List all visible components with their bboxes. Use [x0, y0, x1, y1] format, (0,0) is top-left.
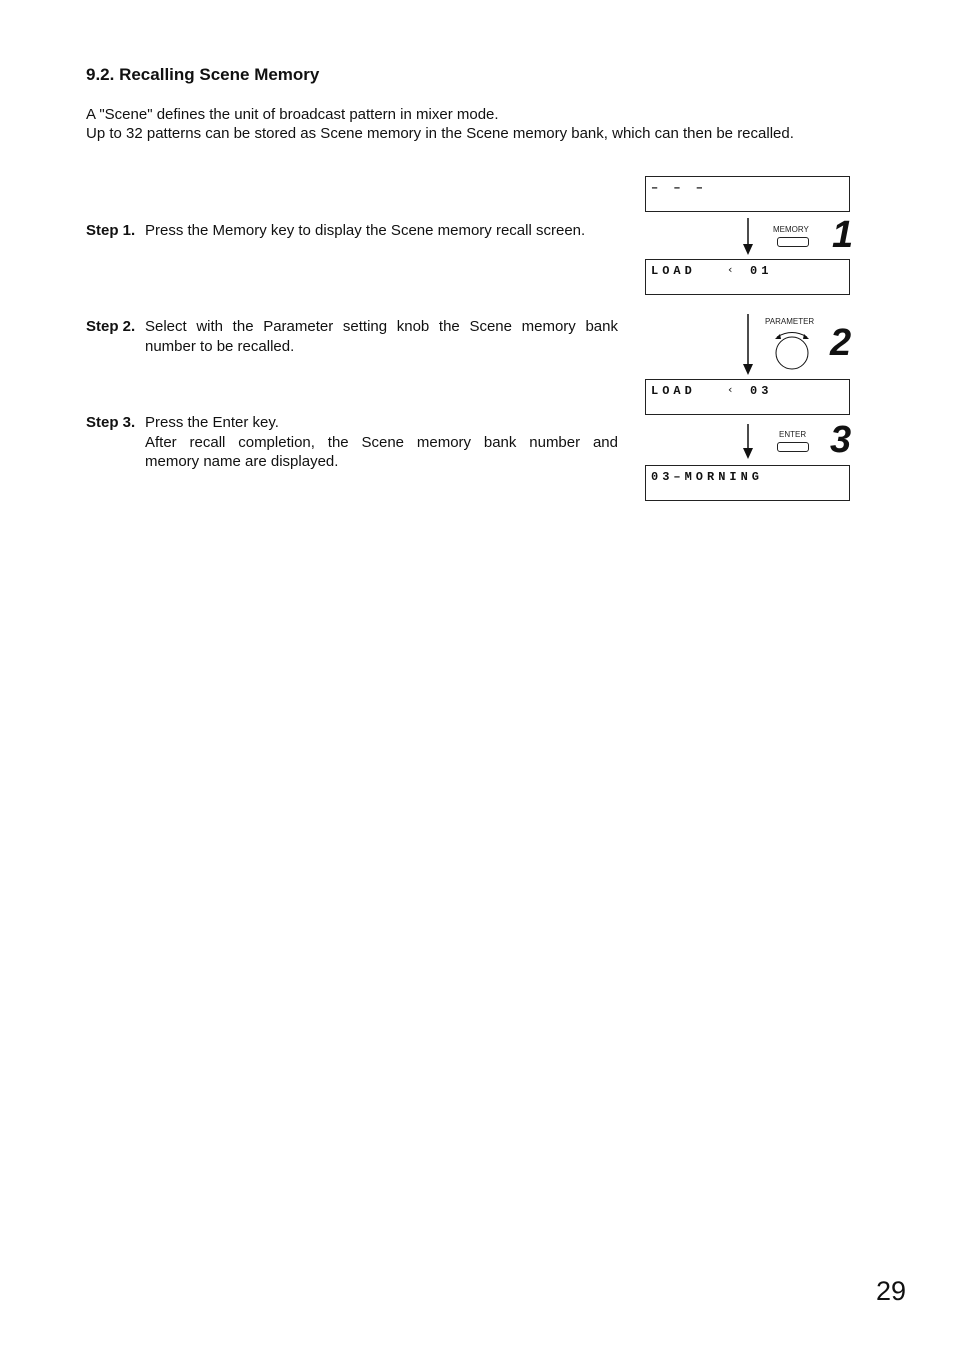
lcd-bank-number: 01 [750, 264, 773, 278]
step-number-1: 1 [832, 214, 854, 256]
lcd-cursor-icon: ‹ [728, 263, 733, 276]
step-2-line-1: Select with the Parameter setting knob the Scene memory bank [145, 318, 618, 335]
step-3-label: Step 3. [86, 414, 136, 431]
step-2-line-2: number to be recalled. [145, 337, 295, 355]
step-3-line-1: Press the Enter key. [145, 414, 279, 431]
lcd-display-load-01 [645, 259, 850, 295]
lcd-display-load-03 [645, 379, 850, 415]
down-arrow-icon [740, 424, 756, 460]
lcd-load-label: LOAD [651, 384, 696, 398]
intro-line-2: Up to 32 patterns can be stored as Scene memory in the Scene memory bank, which can then be recalled. [86, 125, 794, 142]
enter-key-label: ENTER [779, 430, 807, 439]
step-1-label: Step 1. [86, 222, 136, 239]
step-3-line-3: memory name are displayed. [145, 453, 339, 470]
step-1-line-1: Press the Memory key to display the Scene memory recall screen. [145, 222, 586, 239]
page-number: 29 [876, 1276, 907, 1306]
lcd-bank-number: 03 [750, 384, 773, 398]
lcd-display-recalled [645, 465, 850, 501]
step-3-text [145, 413, 618, 472]
memory-key-label: MEMORY [773, 225, 809, 234]
lcd-load-label: LOAD [651, 264, 696, 278]
step-number-3: 3 [830, 419, 852, 461]
step-number-2: 2 [830, 322, 852, 364]
section-title: 9.2. Recalling Scene Memory [86, 65, 320, 84]
lcd-recalled-name: 03–MORNING [651, 470, 764, 484]
step-3-line-2: After recall completion, the Scene memory bank number and [145, 433, 618, 451]
lcd-cursor-icon: ‹ [728, 383, 733, 396]
step-1-text [145, 221, 618, 241]
down-arrow-icon [740, 314, 756, 376]
parameter-knob-label: PARAMETER [765, 317, 815, 326]
intro-line-1: A "Scene" defines the unit of broadcast pattern in mixer mode. [86, 106, 499, 123]
parameter-knob-icon [772, 328, 812, 372]
lcd-display-initial [645, 176, 850, 212]
enter-key-icon [777, 442, 809, 452]
memory-key-icon [777, 237, 809, 247]
down-arrow-icon [740, 218, 756, 256]
step-2-text [145, 317, 618, 356]
lcd-initial-text: – – – [651, 181, 708, 195]
step-2-label: Step 2. [86, 318, 136, 335]
